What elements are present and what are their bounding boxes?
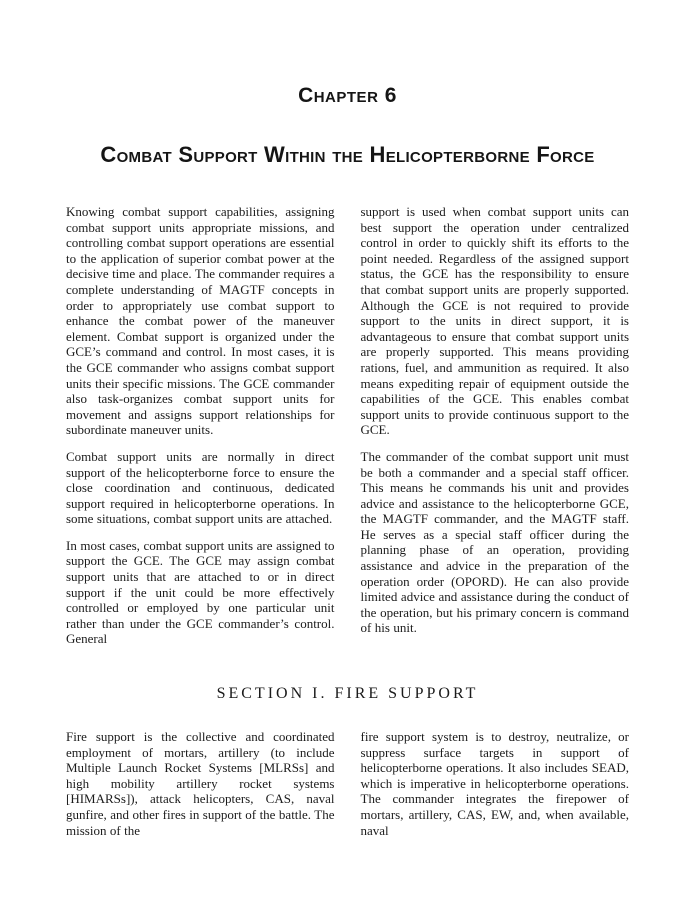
- body-paragraph: Fire support is the collective and coordinated employment of mortars, artillery (to include Multiple Launch Rocket Systems [MLRSs] and high mobility artillery rocket systems [HIMARSs]), attack helicopters, CAS, naval gunfire, and other fires in support of the battle. The mission of the: [66, 729, 335, 838]
- body-paragraph: fire support system is to destroy, neutralize, or suppress surface targets in support of helicopterborne operations. It also includes SEAD, which is imperative in helicopterborne operations. The commander integrates the firepower of mortars, artillery, CAS, EW, and, when available, naval: [360, 729, 629, 838]
- intro-right-column: [361, 204, 630, 647]
- body-paragraph: Combat support units are normally in direct support of the helicopterborne force to ensure the close coordination and continuous, dedicated support required in helicopterborne operations. In some situations, combat support units are attached.: [66, 448, 335, 527]
- fire-support-right-column: [361, 729, 630, 838]
- fire-support-left-column: [66, 729, 335, 838]
- chapter-heading: Chapter 6: [298, 84, 397, 107]
- section-heading: SECTION I. FIRE SUPPORT: [216, 685, 479, 703]
- body-paragraph: support is used when combat support units can best support the operation under centralized control in order to quickly shift its efforts to the point needed. Regardless of the assigned support status, the GCE has the responsibility to ensure that combat support units are properly supported. Although the GCE is not required to provide support to the units in direct support, it is advantageous to ensure that combat support units are properly supported. This means providing rations, fuel, and ammunition as required. It also means expediting repair of equipment outside the capabilities of the GCE. This enables combat support units to provide continuous support to the GCE.: [360, 204, 629, 438]
- body-paragraph: The commander of the combat support unit must be both a commander and a special staff officer. This means he commands his unit and provides advice and assistance to the helicopterborne GCE, the MAGTF commander, and the MAGTF staff. He serves as a special staff officer during the planning phase of an operation, providing assistance and advice in the preparation of the operation order (OPORD). He can also provide limited advice and assistance during the conduct of the operation, but his primary concern is command of his unit.: [360, 448, 629, 636]
- body-paragraph: In most cases, combat support units are assigned to support the GCE. The GCE may assign combat support units that are attached to or in direct support if the unit could be more effectively controlled or employed by one particular unit rather than under the GCE commander’s control. General: [66, 537, 335, 647]
- page-title: Combat Support Within the Helicopterborne Force: [100, 142, 595, 167]
- fire-support-columns: [66, 729, 629, 838]
- intro-left-column: [66, 204, 335, 647]
- intro-columns: [66, 204, 629, 647]
- body-paragraph: Knowing combat support capabilities, assigning combat support units appropriate missions, and controlling combat support operations are essential to the application of superior combat power at the decisive time and place. The commander requires a complete understanding of MAGTF concepts in order to appropriately use combat support to enhance the combat power of the maneuver element. Combat support is organized under the GCE’s command and control. In most cases, it is the GCE commander who assigns combat support units their specific missions. The GCE commander also task-organizes combat support units for movement and assigns support relationships for subordinate maneuver units.: [66, 204, 335, 438]
